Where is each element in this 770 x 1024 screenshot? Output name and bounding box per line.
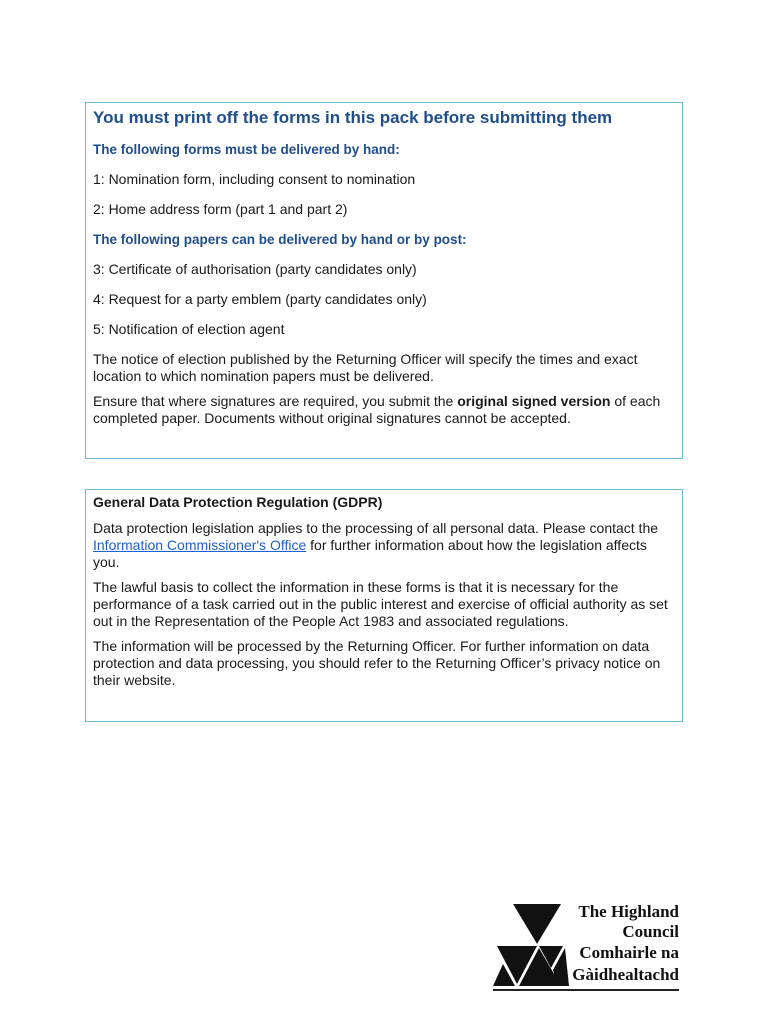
hand-item-2: 2: Home address form (part 1 and part 2) <box>93 201 348 217</box>
logo-line-1: The Highland <box>578 902 679 921</box>
gdpr-heading: General Data Protection Regulation (GDPR) <box>93 494 383 510</box>
gdpr-p1-after: for further information about how the legislation affects you. <box>93 537 647 570</box>
signatures-text-after: of each completed paper. Documents without original signatures cannot be accepted. <box>93 393 661 426</box>
post-item-5: 5: Notification of election agent <box>93 321 285 337</box>
gdpr-p1-before: Data protection legislation applies to the processing of all personal data. Please contact the <box>93 520 659 536</box>
logo-line-3: Comhairle na <box>579 943 679 962</box>
gdpr-paragraph-1 <box>93 520 675 571</box>
hand-item-1: 1: Nomination form, including consent to nomination <box>93 171 416 187</box>
post-delivery-heading: The following papers can be delivered by hand or by post: <box>93 232 467 247</box>
highland-council-logo <box>493 902 679 992</box>
logo-divider <box>493 989 679 991</box>
signatures-text-before: Ensure that where signatures are required, you submit the <box>93 393 458 409</box>
gdpr-paragraph-2: The lawful basis to collect the information in these forms is that it is necessary for the performance of a task carried out in the public interest and exercise of official authority as set out in the Representation of the People Act 1983 and associated regulations. <box>93 579 668 629</box>
notice-paragraph: The notice of election published by the Returning Officer will specify the times and exact location to which nomination papers must be delivered. <box>93 351 638 384</box>
ico-link[interactable]: Information Commissioner's Office <box>93 537 307 553</box>
forms-box-heading: You must print off the forms in this pack before submitting them <box>93 108 613 127</box>
signatures-paragraph <box>93 393 675 427</box>
gdpr-box <box>85 489 683 722</box>
post-item-3: 3: Certificate of authorisation (party candidates only) <box>93 261 417 277</box>
triangles-emblem-icon <box>493 902 573 992</box>
logo-line-4: Gàidhealtachd <box>572 965 679 984</box>
logo-line-2: Council <box>622 922 679 941</box>
forms-instructions-box <box>85 102 683 459</box>
signatures-bold-text: original signed version <box>457 393 611 409</box>
gdpr-paragraph-3: The information will be processed by the Returning Officer. For further information on data protection and data processing, you should refer to the Returning Officer’s privacy notice on their website. <box>93 638 661 688</box>
hand-delivery-heading: The following forms must be delivered by hand: <box>93 142 400 157</box>
post-item-4: 4: Request for a party emblem (party candidates only) <box>93 291 427 307</box>
